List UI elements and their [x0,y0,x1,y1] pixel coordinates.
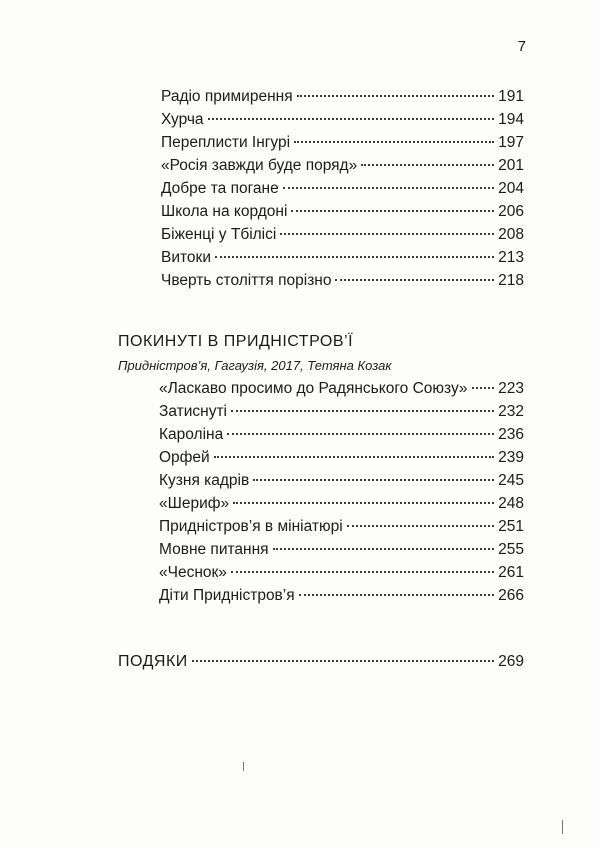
toc-entry [159,587,524,609]
toc-entry-title: Діти Придністров’я [159,587,295,604]
section-heading: ПОКИНУТІ В ПРИДНІСТРОВ’Ї [118,333,354,350]
dot-leader [215,256,494,258]
toc-entry [161,88,524,110]
toc-entry-page: 255 [498,541,524,558]
dot-leader [299,594,494,596]
toc-entry-title: Хурча [161,111,204,128]
toc-entry [159,426,524,448]
toc-entry-title: Орфей [159,449,210,466]
toc-entry-page: 204 [498,180,524,197]
toc-entry [161,111,524,133]
dot-leader [231,571,494,573]
toc-entry-title: «Ласкаво просимо до Радянського Союзу» [159,380,468,397]
toc-entry-page: 194 [498,111,524,128]
toc-entry [161,180,524,202]
toc-entry-title: «Чеснок» [159,564,227,581]
dot-leader [297,95,495,97]
page-number: 7 [517,38,526,55]
toc-entry [159,449,524,471]
dot-leader [291,210,494,212]
dot-leader [231,410,494,412]
toc-entry-title: Добре та погане [161,180,279,197]
toc-entry-page: 208 [498,226,524,243]
toc-entry-page: 251 [498,518,524,535]
toc-entry-title: Мовне питання [159,541,269,558]
toc-entry-title: Витоки [161,249,211,266]
toc-entry-page: 236 [498,426,524,443]
dot-leader [347,525,494,527]
dot-leader [214,456,494,458]
toc-entry-title: Школа на кордоні [161,203,288,220]
toc-entry-page: 213 [498,249,524,266]
toc-entry-page: 261 [498,564,524,581]
dot-leader [233,502,494,504]
toc-entry-thanks [118,653,524,671]
scan-speck [562,820,563,834]
dot-leader [472,387,495,389]
dot-leader [335,279,494,281]
toc-entry-title: Чверть століття порізно [161,272,332,289]
toc-entry-title: Радіо примирення [161,88,293,105]
toc-entry-title: Кароліна [159,426,224,443]
toc-entry [159,403,524,425]
toc-entry [159,564,524,586]
toc-entry-page: 197 [498,134,524,151]
toc-entry [159,541,524,563]
dot-leader [253,479,494,481]
toc-entry-title: Кузня кадрів [159,472,250,489]
toc-entry [161,157,524,179]
toc-entry-page: 245 [498,472,524,489]
scan-speck [243,762,244,771]
toc-entry-page: 239 [498,449,524,466]
toc-entry-page: 218 [498,272,524,289]
dot-leader [280,233,494,235]
dot-leader [208,118,495,120]
toc-entry-title: Переплисти Інгурі [161,134,291,151]
toc-entry [161,226,524,248]
toc-entry-title: Біженці у Тбілісі [161,226,277,243]
dot-leader [361,164,494,166]
toc-entry [159,495,524,517]
toc-entry-page: 232 [498,403,524,420]
dot-leader [227,433,494,435]
toc-entry-title: ПОДЯКИ [118,653,188,670]
toc-entry-page: 206 [498,203,524,220]
toc-entry-page: 191 [498,88,524,105]
dot-leader [192,660,494,662]
toc-entry-title: Затиснуті [159,403,228,420]
toc-entry [161,272,524,294]
toc-entry-page: 248 [498,495,524,512]
toc-entry-title: «Шериф» [159,495,230,512]
toc-entry-page: 266 [498,587,524,604]
toc-entry [161,134,524,156]
toc-entry-page: 201 [498,157,524,174]
toc-entry-title: Придністров’я в мініатюрі [159,518,343,535]
dot-leader [273,548,495,550]
section-subtitle: Придністров’я, Гагаузія, 2017, Тетяна Козак [118,358,392,373]
toc-entry [159,472,524,494]
toc-entry-title: «Росія завжди буде поряд» [161,157,358,174]
dot-leader [283,187,494,189]
toc-entry [159,380,524,402]
dot-leader [294,141,494,143]
toc-entry [161,249,524,271]
toc-entry-page: 269 [498,653,524,670]
toc-entry-page: 223 [498,380,524,397]
toc-entry [161,203,524,225]
toc-entry [159,518,524,540]
